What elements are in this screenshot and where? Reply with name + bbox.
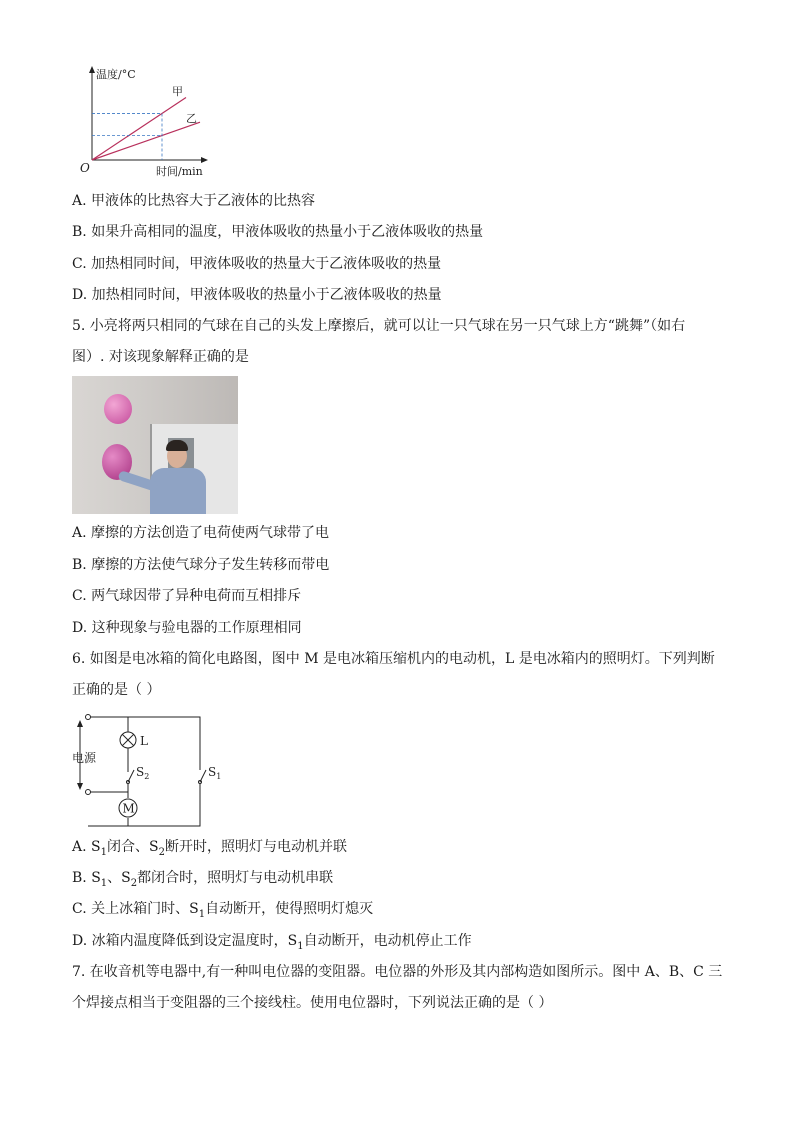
- origin-label: O: [80, 161, 90, 175]
- balloon-photo: [72, 376, 238, 514]
- switch-s2-subscript: 2: [144, 772, 150, 781]
- power-source-text: 电源: [72, 751, 97, 765]
- q5-option-a[interactable]: A. 摩擦的方法创造了电荷使两气球带了电: [72, 525, 330, 541]
- q4-option-d[interactable]: D. 加热相同时间，甲液体吸收的热量小于乙液体吸收的热量: [72, 287, 442, 303]
- photo-person-body: [150, 468, 206, 514]
- q6-a-text-2: 闭合、S: [106, 839, 159, 855]
- switch-s2-blade: [128, 770, 134, 782]
- series-line-jia: [92, 97, 186, 160]
- q7-stem-line-2: 个焊接点相当于变阻器的三个接线柱。使用电位器时，下列说法正确的是（ ）: [72, 995, 553, 1011]
- power-arrow-down: [77, 783, 83, 790]
- power-arrow-up: [77, 720, 83, 727]
- q5-stem-line-2: 图）. 对该现象解释正确的是: [72, 349, 249, 365]
- switch-s1-letter: S: [208, 765, 217, 779]
- switch-s1-label: [208, 765, 221, 781]
- q6-b-sub-2: 2: [130, 877, 138, 889]
- q6-c-sub-1: 1: [198, 908, 206, 920]
- photo-person-hair: [166, 440, 188, 451]
- q5-option-b[interactable]: B. 摩擦的方法使气球分子发生转移而带电: [72, 557, 330, 573]
- q6-d-text-2: 自动断开，电动机停止工作: [303, 933, 472, 949]
- q6-option-d[interactable]: [72, 932, 472, 956]
- series-line-yi: [92, 122, 200, 160]
- temperature-time-graph: [74, 64, 214, 182]
- q6-b-text-2: 、S: [107, 870, 131, 886]
- q6-d-text-1: D. 冰箱内温度降低到设定温度时，S: [72, 933, 298, 949]
- y-axis-arrow: [89, 66, 95, 73]
- switch-s2-label: [136, 765, 149, 781]
- series-label-yi: 乙: [186, 112, 197, 125]
- q5-stem-line-1: 5. 小亮将两只相同的气球在自己的头发上摩擦后，就可以让一只气球在另一只气球上方“跳舞”（如右: [72, 318, 686, 334]
- q6-option-c[interactable]: [72, 900, 373, 924]
- q4-option-a[interactable]: A. 甲液体的比热容大于乙液体的比热容: [72, 193, 316, 209]
- motor-label: M: [122, 801, 135, 816]
- switch-s1-subscript: 1: [216, 772, 222, 781]
- x-axis-label: 时间/min: [156, 165, 203, 178]
- q6-option-a[interactable]: [72, 838, 347, 862]
- q6-c-text-1: C. 关上冰箱门时、S: [72, 901, 199, 917]
- power-source-label: [72, 750, 97, 765]
- q6-d-sub-1: 1: [297, 940, 304, 952]
- refrigerator-circuit-diagram: [72, 702, 222, 830]
- q6-c-text-2: 自动断开，使得照明灯熄灭: [205, 901, 374, 917]
- photo-balloon-floating: [104, 394, 132, 424]
- q7-stem-line-1: 7. 在收音机等电器中,有一种叫电位器的变阻器。电位器的外形及其内部构造如图所示。图中 A、B、C 三: [72, 964, 723, 980]
- power-terminal-top: [86, 715, 91, 720]
- q6-b-text-1: B. S: [72, 870, 101, 886]
- switch-s2-letter: S: [136, 765, 145, 779]
- q6-a-text-3: 断开时，照明灯与电动机并联: [164, 839, 347, 855]
- q6-option-b[interactable]: [72, 869, 333, 893]
- y-axis-label: 温度/°C: [96, 68, 136, 81]
- circuit-wire-bottom: [88, 782, 200, 826]
- q6-a-text-1: A. S: [72, 839, 101, 855]
- q6-b-sub-1: 1: [100, 877, 108, 889]
- lamp-label: L: [140, 734, 148, 748]
- q6-b-text-3: 都闭合时，照明灯与电动机串联: [137, 870, 334, 886]
- q6-a-sub-1: 1: [100, 846, 107, 858]
- q6-a-sub-2: 2: [158, 846, 165, 858]
- q6-stem-line-2: 正确的是（ ）: [72, 682, 161, 698]
- q6-stem-line-1: 6. 如图是电冰箱的简化电路图，图中 M 是电冰箱压缩机内的电动机，L 是电冰箱内的照明灯。下列判断: [72, 651, 715, 667]
- q4-option-b[interactable]: B. 如果升高相同的温度，甲液体吸收的热量小于乙液体吸收的热量: [72, 224, 484, 240]
- series-label-jia: 甲: [172, 85, 183, 98]
- switch-s1-blade: [200, 770, 206, 782]
- q5-option-c[interactable]: C. 两气球因带了异种电荷而互相排斥: [72, 588, 302, 604]
- power-terminal-bottom: [86, 790, 91, 795]
- x-axis-arrow: [201, 157, 208, 163]
- q4-option-c[interactable]: C. 加热相同时间，甲液体吸收的热量大于乙液体吸收的热量: [72, 256, 442, 272]
- q5-option-d[interactable]: D. 这种现象与验电器的工作原理相同: [72, 620, 302, 636]
